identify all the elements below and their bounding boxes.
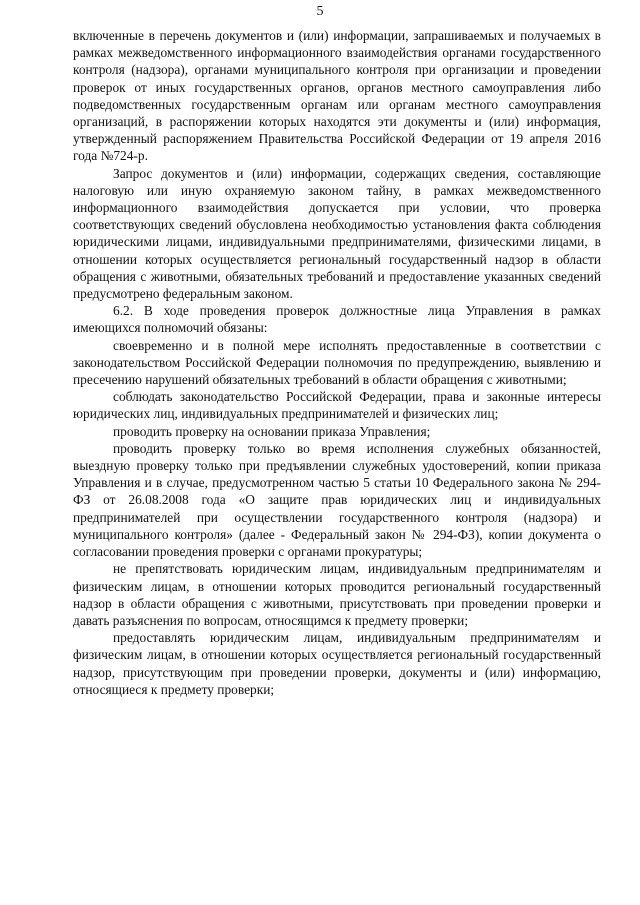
paragraph: включенные в перечень документов и (или) информации, запрашиваемых и получаемых в рамках межведомственного информационного взаимодействия органами государственного контроля (надзора), органами муниципального контроля при организации и проведении проверок от иных государственных органов, органов местного самоуправления либо подведомственных государственным органам или органам местного самоуправления организаций, в распоряжении которых находятся эти документы и (или) информация, утвержденный распоряжением Правительства Российской Федерации от 19 апреля 2016 года №724-р. (73, 28, 601, 164)
document-body (73, 27, 601, 698)
paragraph: своевременно и в полной мере исполнять предоставленные в соответствии с законодательством Российской Федерации полномочия по предупреждению, выявлению и пресечению нарушений обязательных требований в области обращения с животными; (73, 337, 601, 388)
page-number: 5 (316, 4, 324, 19)
paragraph: проводить проверку на основании приказа Управления; (113, 423, 431, 439)
paragraph: 6.2. В ходе проведения проверок должностные лица Управления в рамках имеющихся полномочий обязаны: (73, 303, 601, 336)
paragraph: проводить проверку только во время исполнения служебных обязанностей, выездную проверку только при предъявлении служебных удостоверений, копии приказа Управления и в случае, предусмотренном частью 5 статьи 10 Федерального закона № 294-ФЗ от 26.08.2008 года «О защите прав юридических лиц и индивидуальных предпринимателей при осуществлении государственного контроля (надзора) и муниципального контроля» (далее - Федеральный закон № 294-ФЗ), копии документа о согласовании проведения проверки с органами прокуратуры; (73, 440, 601, 560)
paragraph: не препятствовать юридическим лицам, индивидуальным предпринимателям и физическим лицам, в отношении которых проводится региональный государственный надзор в области обращения с животными, присутствовать при проведении проверки и давать разъяснения по вопросам, относящимся к предмету проверки; (73, 561, 601, 628)
paragraph: Запрос документов и (или) информации, содержащих сведения, составляющие налоговую или иную охраняемую законом тайну, в рамках межведомственного информационного взаимодействия допускается при условии, что проверка соответствующих сведений обусловлена необходимостью установления факта соблюдения юридическими лицами, индивидуальными предпринимателями, физическими лицами, в отношении которых осуществляется региональный государственный надзор в области обращения с животными, обязательных требований и предоставление указанных сведений предусмотрено федеральным законом. (73, 165, 601, 302)
paragraph: соблюдать законодательство Российской Федерации, права и законные интересы юридических лиц, индивидуальных предпринимателей и физических лиц; (73, 389, 601, 422)
paragraph: предоставлять юридическим лицам, индивидуальным предпринимателям и физическим лицам, в отношении которых осуществляется региональный государственный надзор, присутствующим при проведении проверки, документы и (или) информацию, относящиеся к предмету проверки; (73, 630, 601, 697)
